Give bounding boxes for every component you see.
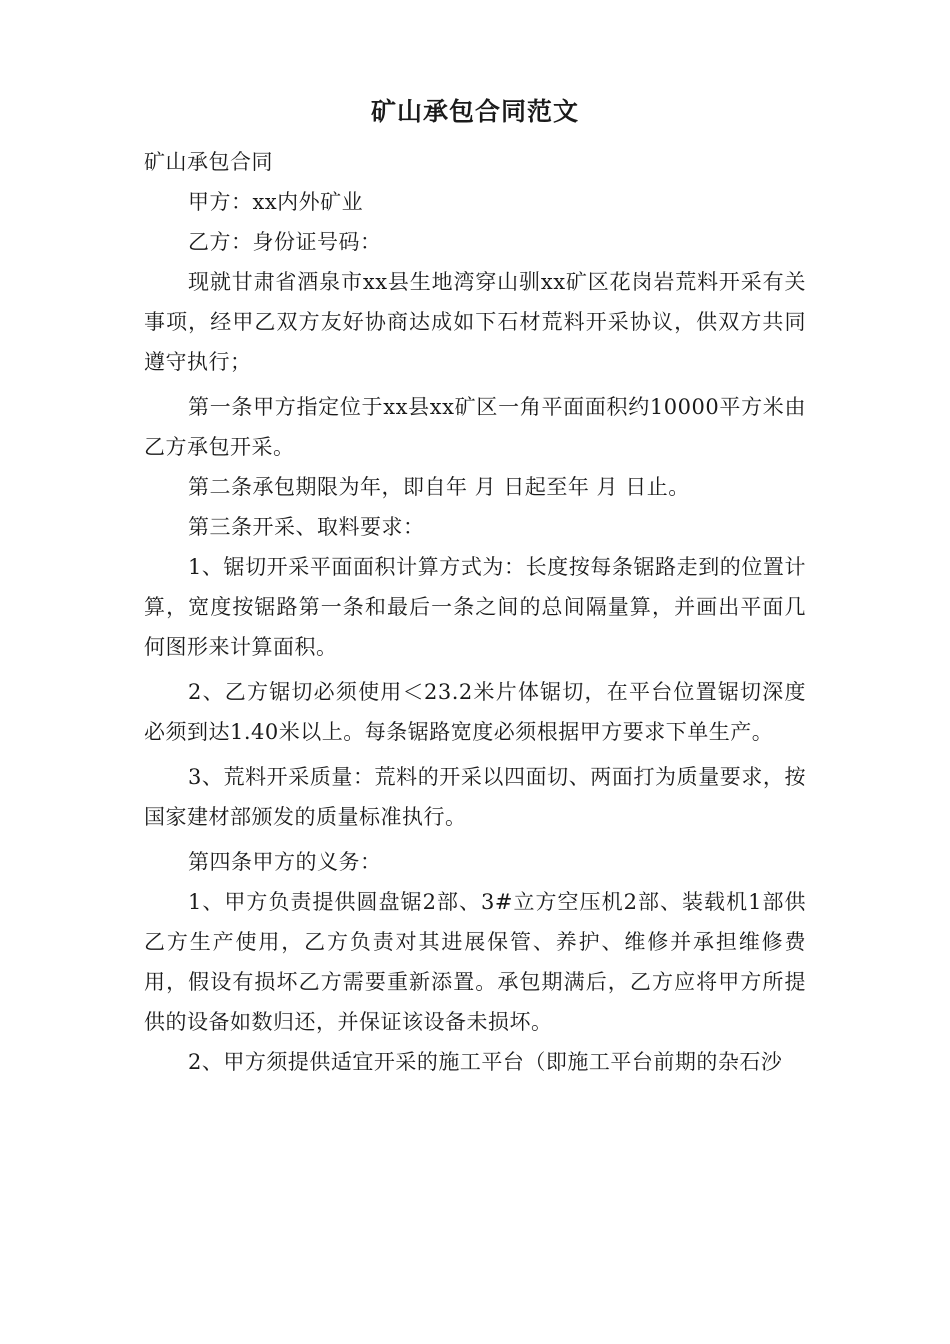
party-a-line: 甲方：xx内外矿业 (188, 190, 364, 214)
article-3-item-3: 3、荒料开采质量：荒料的开采以四面切、两面打为质量要求，按国家建材部颁发的质量标准执行。 (144, 765, 806, 829)
document-body (144, 142, 806, 1082)
contract-heading: 矿山承包合同 (144, 150, 273, 174)
party-b-line: 乙方：身份证号码： (188, 230, 382, 254)
document-title: 矿山承包合同范文 (370, 97, 579, 126)
article-4-item-1: 1、甲方负责提供圆盘锯2部、3#立方空压机2部、装载机1部供乙方生产使用，乙方负责对其进展保管、养护、维修并承担维修费用，假设有损坏乙方需要重新添置。承包期满后，乙方应将甲方所提供的设备如数归还，并保证该设备未损坏。 (144, 890, 806, 1034)
article-3-heading: 第三条开采、取料要求： (188, 515, 425, 539)
article-3-item-2: 2、乙方锯切必须使用＜23.2米片体锯切，在平台位置锯切深度 必须到达1.40米以上。每条锯路宽度必须根据甲方要求下单生产。 (144, 680, 806, 744)
article-2: 第二条承包期限为年，即自年 月 日起至年 月 日止。 (188, 475, 690, 499)
preamble-paragraph: 现就甘肃省酒泉市xx县生地湾穿山驯xx矿区花岗岩荒料开采有关事项，经甲乙双方友好协商达成如下石材荒料开采协议，供双方共同遵守执行； (144, 270, 806, 374)
article-1: 第一条甲方指定位于xx县xx矿区一角平面面积约10000平方米由乙方承包开采。 (144, 395, 806, 459)
article-3-item-1: 1、锯切开采平面面积计算方式为：长度按每条锯路走到的位置计算，宽度按锯路第一条和最后一条之间的总间隔量算，并画出平面几何图形来计算面积。 (144, 555, 806, 659)
article-4-item-2: 2、甲方须提供适宜开采的施工平台（即施工平台前期的杂石沙 (188, 1050, 783, 1074)
article-4-heading: 第四条甲方的义务： (188, 850, 382, 874)
